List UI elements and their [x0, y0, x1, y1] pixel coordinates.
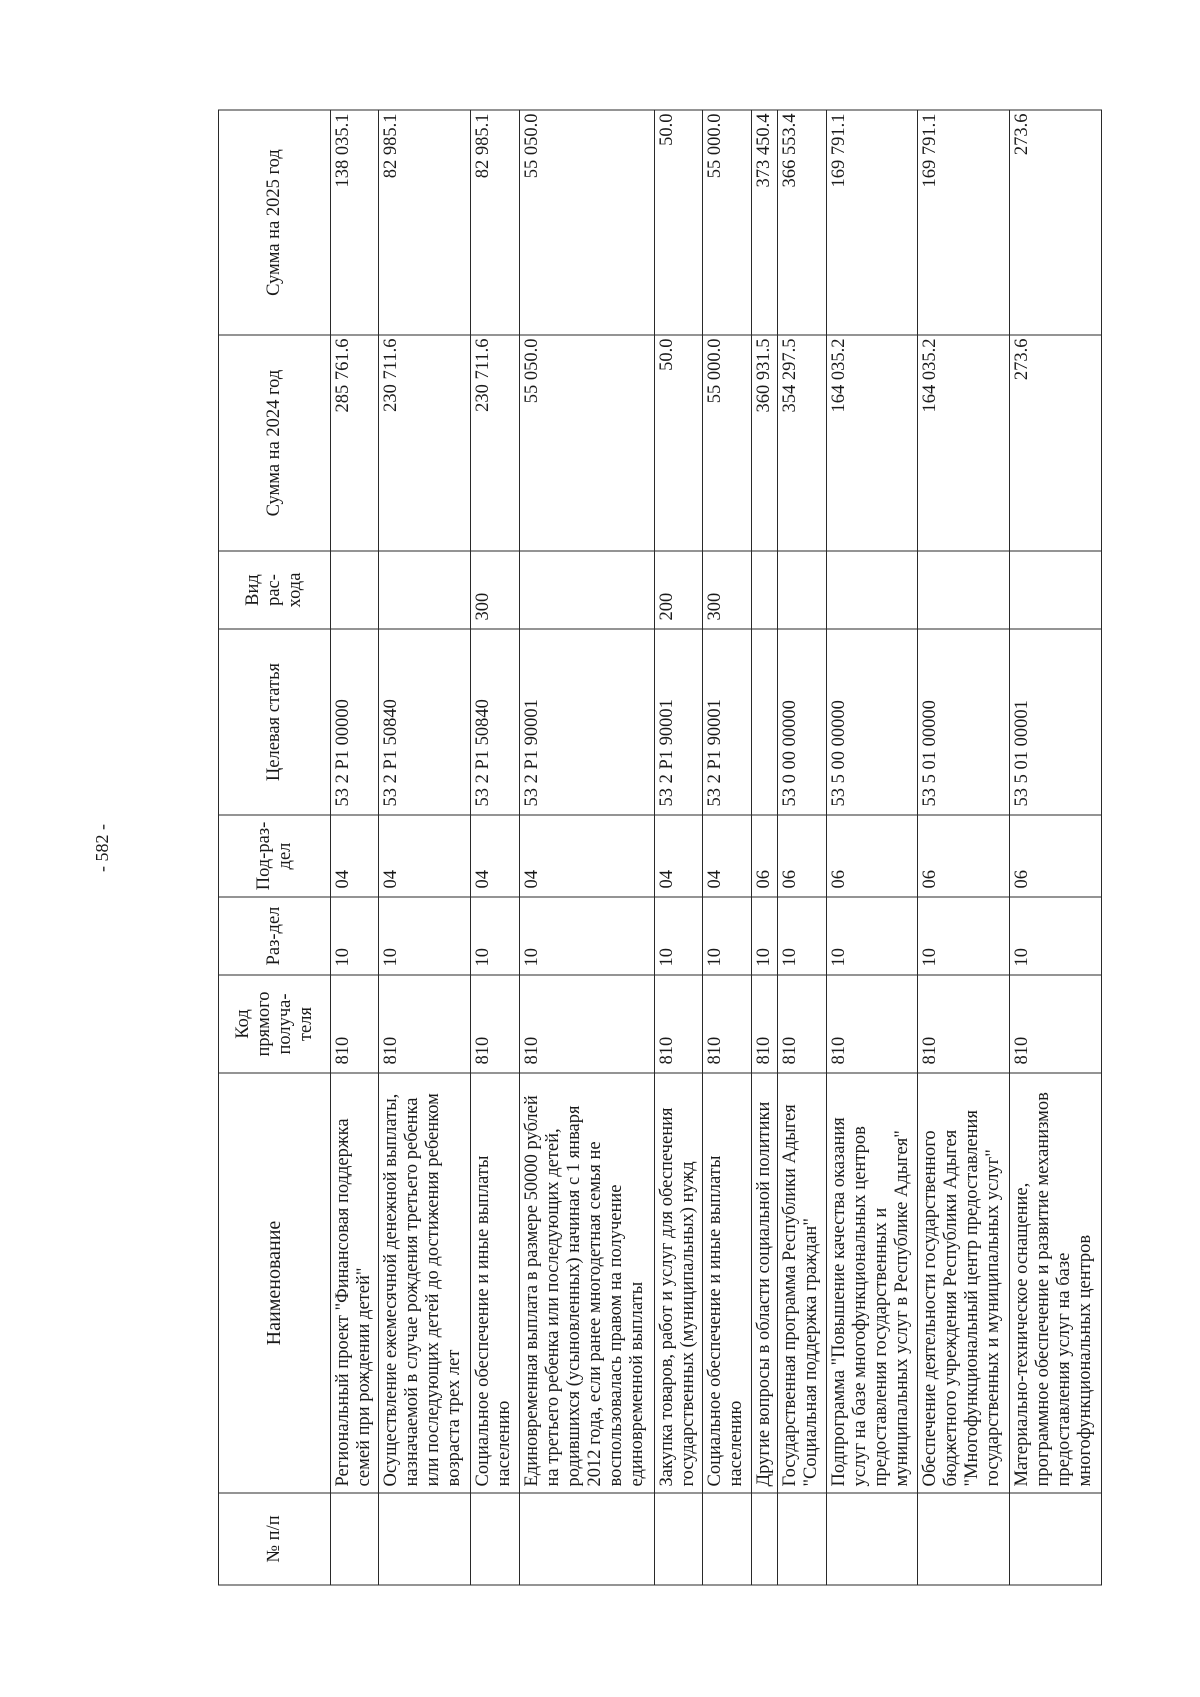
cell-sum2025: 55 000.0: [703, 110, 751, 335]
table-row: [1010, 110, 1102, 1585]
header-expense: Вид рас-хода: [219, 551, 331, 629]
cell-target: 53 0 00 00000: [778, 629, 826, 815]
table-row: [751, 110, 778, 1585]
cell-num: [471, 1493, 519, 1585]
cell-section: 10: [751, 897, 778, 975]
cell-recipient: 810: [778, 975, 826, 1073]
cell-subsection: 06: [826, 815, 918, 897]
cell-section: 10: [703, 897, 751, 975]
cell-expense: [379, 551, 471, 629]
header-sum2024: Сумма на 2024 год: [219, 335, 331, 551]
cell-recipient: 810: [379, 975, 471, 1073]
cell-subsection: 04: [471, 815, 519, 897]
header-target: Целевая статья: [219, 629, 331, 815]
header-subsection: Под-раз-дел: [219, 815, 331, 897]
table-row: [654, 110, 702, 1585]
table-row: [778, 110, 826, 1585]
cell-target: 53 2 P1 50840: [379, 629, 471, 815]
cell-recipient: 810: [471, 975, 519, 1073]
header-sum2025: Сумма на 2025 год: [219, 110, 331, 335]
cell-sum2024: 360 931.5: [751, 335, 778, 551]
cell-name: Региональный проект "Финансовая поддержка семей при рождении детей": [331, 1073, 379, 1493]
cell-sum2025: 82 985.1: [379, 110, 471, 335]
cell-sum2025: 273.6: [1010, 110, 1102, 335]
cell-sum2025: 138 035.1: [331, 110, 379, 335]
cell-section: 10: [379, 897, 471, 975]
table-row: [519, 110, 654, 1585]
cell-subsection: 04: [379, 815, 471, 897]
cell-num: [778, 1493, 826, 1585]
cell-section: 10: [1010, 897, 1102, 975]
cell-recipient: 810: [1010, 975, 1102, 1073]
cell-recipient: 810: [918, 975, 1010, 1073]
cell-subsection: 04: [519, 815, 654, 897]
cell-expense: 200: [654, 551, 702, 629]
cell-target: 53 5 00 00000: [826, 629, 918, 815]
cell-sum2024: 230 711.6: [379, 335, 471, 551]
cell-num: [751, 1493, 778, 1585]
cell-sum2025: 373 450.4: [751, 110, 778, 335]
cell-expense: [1010, 551, 1102, 629]
cell-name: Обеспечение деятельности государственного бюджетного учреждения Республики Адыгея "Многофункциональный центр предоставления государственных и муниципальных услуг": [918, 1073, 1010, 1493]
header-section: Раз-дел: [219, 897, 331, 975]
table-row: [703, 110, 751, 1585]
cell-name: Единовременная выплата в размере 50000 рублей на третьего ребенка или последующих детей, родившихся (усыновленных) начиная с 1 января 2012 года, если ранее многодетная семья не воспользовалась правом на получение единовременной выплаты: [519, 1073, 654, 1493]
cell-num: [1010, 1493, 1102, 1585]
cell-sum2024: 230 711.6: [471, 335, 519, 551]
cell-sum2024: 285 761.6: [331, 335, 379, 551]
cell-num: [703, 1493, 751, 1585]
table-row: [826, 110, 918, 1585]
cell-target: 53 2 P1 90001: [703, 629, 751, 815]
cell-recipient: 810: [703, 975, 751, 1073]
cell-name: Материально-техническое оснащение, программное обеспечение и развитие механизмов предоставления услуг на базе многофункциональных центров: [1010, 1073, 1102, 1493]
cell-subsection: 06: [778, 815, 826, 897]
cell-sum2024: 273.6: [1010, 335, 1102, 551]
cell-sum2024: 354 297.5: [778, 335, 826, 551]
cell-expense: [331, 551, 379, 629]
cell-expense: 300: [703, 551, 751, 629]
cell-target: 53 2 P1 90001: [654, 629, 702, 815]
cell-subsection: 06: [751, 815, 778, 897]
cell-target: 53 2 P1 00000: [331, 629, 379, 815]
cell-name: Закупка товаров, работ и услуг для обеспечения государственных (муниципальных) нужд: [654, 1073, 702, 1493]
cell-subsection: 06: [1010, 815, 1102, 897]
page-number: - 582 -: [92, 824, 112, 872]
cell-expense: [751, 551, 778, 629]
header-num: № п/п: [219, 1493, 331, 1585]
cell-subsection: 04: [331, 815, 379, 897]
cell-target: 53 5 01 00000: [918, 629, 1010, 815]
table-row: [379, 110, 471, 1585]
cell-sum2024: 164 035.2: [826, 335, 918, 551]
cell-expense: [778, 551, 826, 629]
cell-section: 10: [918, 897, 1010, 975]
cell-num: [826, 1493, 918, 1585]
cell-recipient: 810: [331, 975, 379, 1073]
cell-expense: 300: [471, 551, 519, 629]
cell-sum2024: 50.0: [654, 335, 702, 551]
cell-recipient: 810: [654, 975, 702, 1073]
cell-name: Осуществление ежемесячной денежной выплаты, назначаемой в случае рождения третьего ребенка или последующих детей до достижения ребенком возраста трех лет: [379, 1073, 471, 1493]
cell-num: [654, 1493, 702, 1585]
cell-subsection: 04: [654, 815, 702, 897]
cell-recipient: 810: [826, 975, 918, 1073]
cell-name: Социальное обеспечение и иные выплаты населению: [471, 1073, 519, 1493]
cell-recipient: 810: [519, 975, 654, 1073]
header-recipient: Код прямого получа-теля: [219, 975, 331, 1073]
cell-target: 53 5 01 00001: [1010, 629, 1102, 815]
cell-section: 10: [654, 897, 702, 975]
cell-target: 53 2 P1 90001: [519, 629, 654, 815]
table-row: [918, 110, 1010, 1585]
cell-subsection: 06: [918, 815, 1010, 897]
cell-section: 10: [778, 897, 826, 975]
cell-section: 10: [826, 897, 918, 975]
cell-num: [918, 1493, 1010, 1585]
cell-num: [519, 1493, 654, 1585]
cell-section: 10: [331, 897, 379, 975]
cell-name: Подпрограмма "Повышение качества оказания услуг на базе многофункциональных центров предоставления государственных и муниципальных услуг в Республике Адыгея": [826, 1073, 918, 1493]
cell-sum2025: 169 791.1: [918, 110, 1010, 335]
cell-sum2025: 50.0: [654, 110, 702, 335]
cell-sum2025: 169 791.1: [826, 110, 918, 335]
cell-sum2025: 55 050.0: [519, 110, 654, 335]
cell-subsection: 04: [703, 815, 751, 897]
table-row: [471, 110, 519, 1585]
cell-expense: [519, 551, 654, 629]
cell-sum2025: 82 985.1: [471, 110, 519, 335]
cell-name: Другие вопросы в области социальной политики: [751, 1073, 778, 1493]
cell-sum2024: 55 000.0: [703, 335, 751, 551]
table-header-row: [219, 110, 331, 1585]
cell-num: [379, 1493, 471, 1585]
header-name: Наименование: [219, 1073, 331, 1493]
cell-num: [331, 1493, 379, 1585]
cell-name: Социальное обеспечение и иные выплаты населению: [703, 1073, 751, 1493]
cell-name: Государственная программа Республики Адыгея "Социальная поддержка граждан": [778, 1073, 826, 1493]
cell-expense: [826, 551, 918, 629]
cell-target: 53 2 P1 50840: [471, 629, 519, 815]
cell-target: [751, 629, 778, 815]
cell-sum2024: 55 050.0: [519, 335, 654, 551]
table-row: [331, 110, 379, 1585]
budget-table-container: [218, 111, 1102, 1586]
cell-sum2025: 366 553.4: [778, 110, 826, 335]
cell-recipient: 810: [751, 975, 778, 1073]
budget-table: [218, 110, 1102, 1586]
cell-expense: [918, 551, 1010, 629]
cell-section: 10: [519, 897, 654, 975]
cell-sum2024: 164 035.2: [918, 335, 1010, 551]
cell-section: 10: [471, 897, 519, 975]
